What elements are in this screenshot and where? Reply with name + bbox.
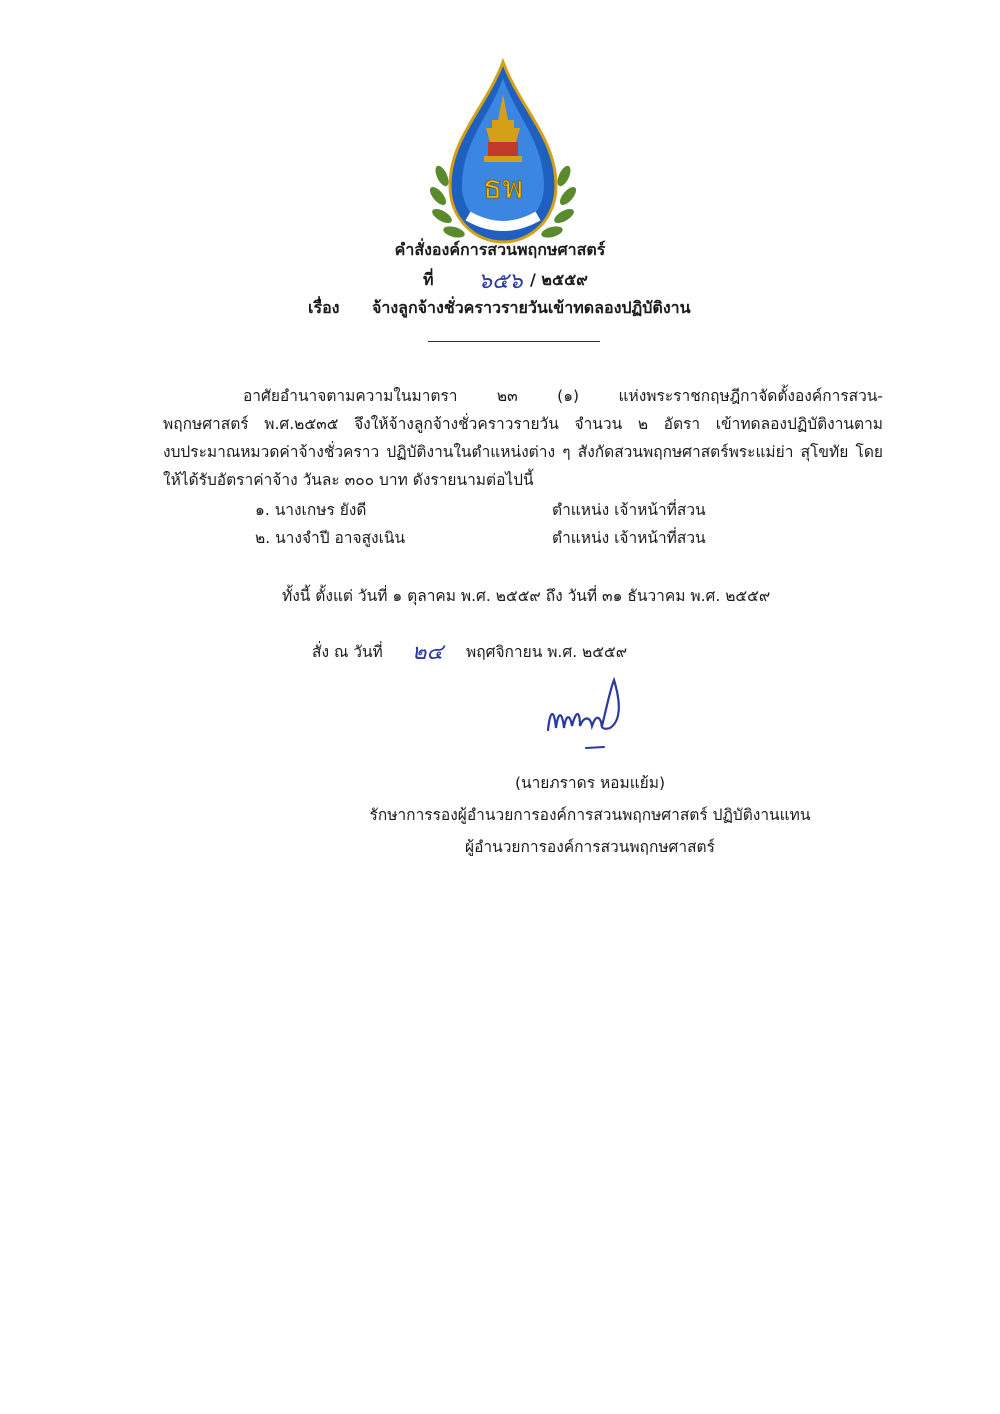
employee-1-name: ๑. นางเกษร ยังดี xyxy=(255,501,367,519)
order-title: คำสั่งองค์การสวนพฤกษศาสตร์ xyxy=(394,240,606,259)
employee-1-position: ตำแหน่ง เจ้าหน้าที่สวน xyxy=(552,501,706,519)
body-line-1: อาศัยอำนาจตามความในมาตรา ๒๓ (๑) แห่งพระราชกฤษฎีกาจัดตั้งองค์การสวน- xyxy=(243,387,883,405)
signatory-title-1: รักษาการรองผู้อำนวยการองค์การสวนพฤกษศาสตร์ ปฏิบัติงานแทน xyxy=(369,806,811,824)
order-number-year: / ๒๕๕๙ xyxy=(530,270,588,289)
signatory-title-2: ผู้อำนวยการองค์การสวนพฤกษศาสตร์ xyxy=(465,838,715,856)
employment-period: ทั้งนี้ ตั้งแต่ วันที่ ๑ ตุลาคม พ.ศ. ๒๕๕๙ ถึง วันที่ ๓๑ ธันวาคม พ.ศ. ๒๕๕๙ xyxy=(282,587,771,605)
order-number-handwritten: ๖๕๖ xyxy=(478,269,523,294)
issued-date-prefix: สั่ง ณ วันที่ xyxy=(312,643,383,661)
issued-day-handwritten: ๒๔ xyxy=(412,640,444,665)
subject-label: เรื่อง xyxy=(308,298,340,317)
body-line-2: พฤกษศาสตร์ พ.ศ.๒๕๓๕ จึงให้จ้างลูกจ้างชั่วคราวรายวัน จำนวน ๒ อัตรา เข้าทดลองปฏิบัติงานตาม xyxy=(163,415,883,433)
svg-text:ธพ: ธพ xyxy=(482,168,524,206)
body-line-3: งบประมาณหมวดค่าจ้างชั่วคราว ปฏิบัติงานในตำแหน่งต่าง ๆ สังกัดสวนพฤกษศาสตร์พระแม่ย่า สุโขทัย โดย xyxy=(163,443,883,461)
employee-2-position: ตำแหน่ง เจ้าหน้าที่สวน xyxy=(552,529,706,547)
order-number-label: ที่ xyxy=(423,270,434,289)
header-divider xyxy=(428,341,600,342)
body-line-4: ให้ได้รับอัตราค่าจ้าง วันละ ๓๐๐ บาท ดังรายนามต่อไปนี้ xyxy=(163,471,534,489)
subject-text: จ้างลูกจ้างชั่วคราวรายวันเข้าทดลองปฏิบัติงาน xyxy=(372,298,691,317)
signatory-name: (นายภราดร หอมแย้ม) xyxy=(514,774,666,792)
handwritten-signature xyxy=(540,670,630,755)
employee-2-name: ๒. นางจำปี อาจสูงเนิน xyxy=(255,529,406,547)
issued-date-suffix: พฤศจิกายน พ.ศ. ๒๕๕๙ xyxy=(466,643,628,661)
organization-emblem-logo xyxy=(428,58,578,253)
